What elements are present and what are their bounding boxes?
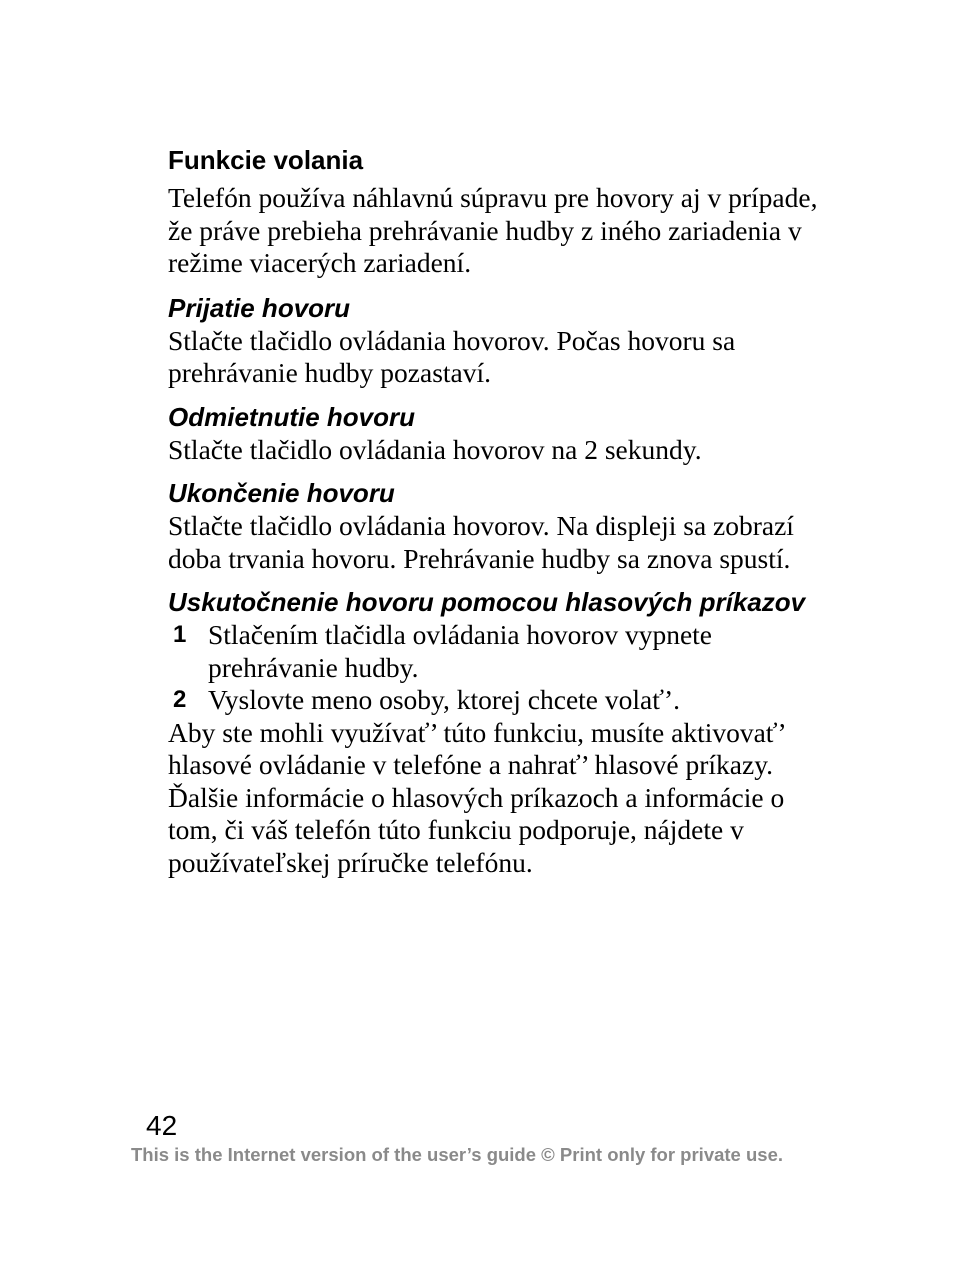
- step-item: [168, 684, 818, 717]
- subsection-title-answer-call: Prijatie hovoru: [168, 292, 351, 323]
- subsection-text-end-call: Stlačte tlačidlo ovládania hovorov. Na displeji sa zobrazí doba trvania hovoru. Prehrávanie hudby sa znova spustí.: [168, 510, 794, 574]
- steps-list: [168, 619, 818, 717]
- step-text: Stlačením tlačidla ovládania hovorov vypnete prehrávanie hudby.: [208, 619, 713, 683]
- subsection-title-end-call: Ukončenie hovoru: [168, 478, 395, 508]
- subsection-title-reject-call: Odmietnutie hovoru: [168, 401, 415, 432]
- step-number: 1: [173, 621, 187, 648]
- section-title: Funkcie volania: [168, 145, 364, 175]
- step-item: [168, 619, 818, 684]
- footer-note: This is the Internet version of the user’s guide © Print only for private use.: [131, 1144, 784, 1165]
- page-number: 42: [146, 1110, 178, 1141]
- subsection-text-voice-dial: Aby ste mohli využívať’ túto funkciu, musíte aktivovať’ hlasové ovládanie v telefóne a nahrať’ hlasové príkazy. Ďalšie informácie o hlasových príkazoch a informácie o tom, či váš telefón túto funkciu podporuje, nájdete v používateľskej príručke telefónu.: [168, 716, 785, 878]
- page-content: [168, 142, 818, 879]
- subsection-title-voice-dial: Uskutočnenie hovoru pomocou hlasových príkazov: [168, 587, 806, 617]
- step-text: Vyslovte meno osoby, ktorej chcete volať’.: [208, 684, 680, 715]
- section-intro: Telefón používa náhlavnú súpravu pre hovory aj v prípade, že práve prebieha prehrávanie hudby z iného zariadenia v režime viacerých zariadení.: [168, 182, 818, 278]
- step-number: 2: [173, 686, 187, 713]
- subsection-text-answer-call: Stlačte tlačidlo ovládania hovorov. Počas hovoru sa prehrávanie hudby pozastaví.: [168, 324, 736, 388]
- subsection-text-reject-call: Stlačte tlačidlo ovládania hovorov na 2 sekundy.: [168, 433, 702, 465]
